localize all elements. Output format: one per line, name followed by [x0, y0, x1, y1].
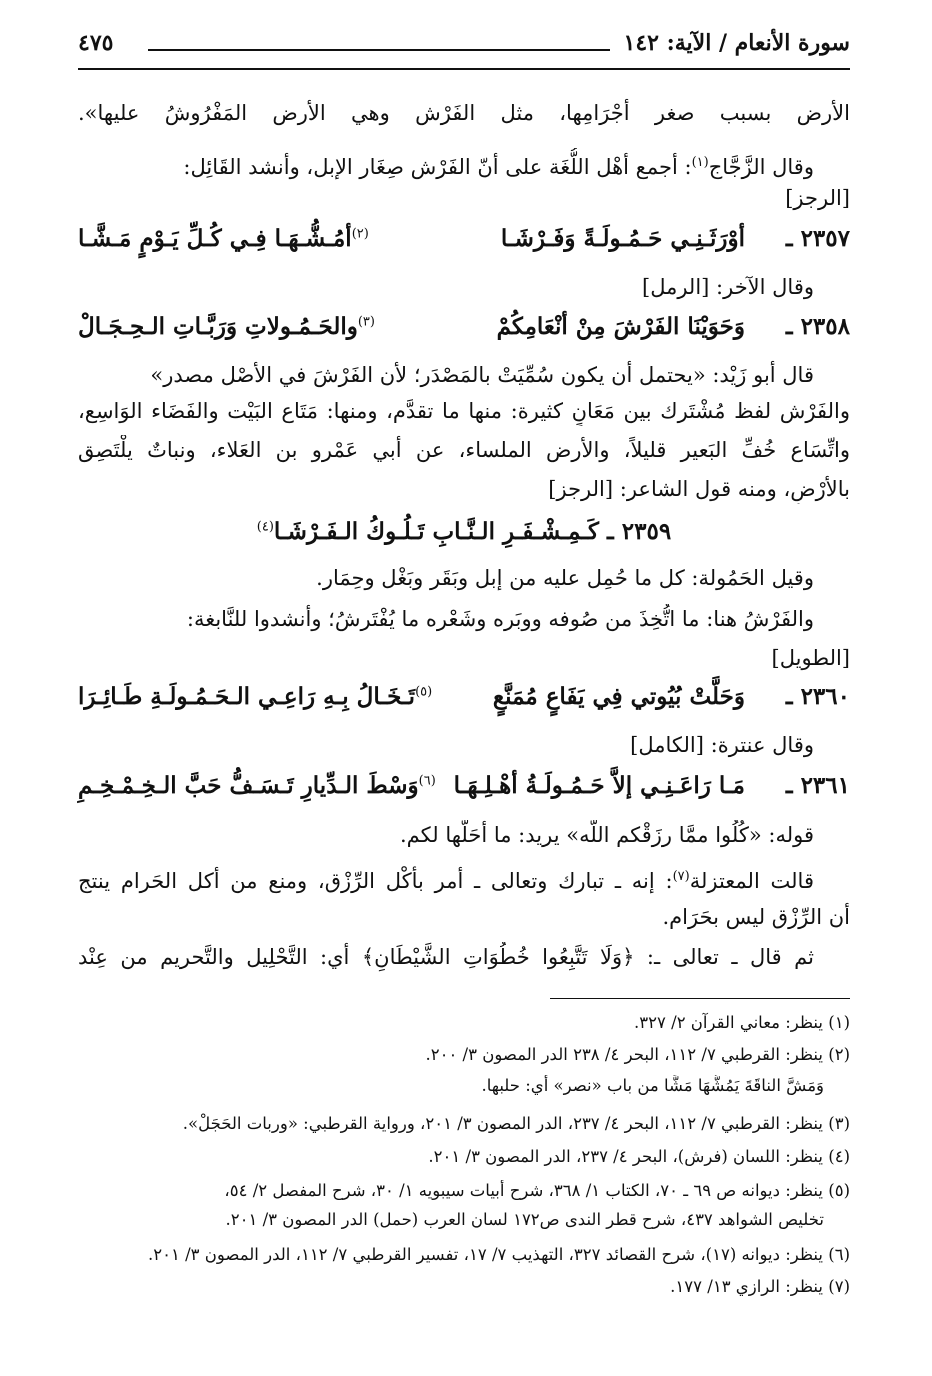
text-line: قال أبو زَيْد: «يحتمل أن يكون سُمِّيَتْ بالمَصْدَر؛ لأن الفَرْشَ في الأصْل مصدر»	[150, 363, 814, 387]
verse-number: ٢٣٦٠ ـ	[785, 683, 850, 710]
verse-hemistich-first: أوْرَثَـنِـي حَـمُـولَـةً وَفَـرْشَـا	[500, 225, 745, 252]
verse-hemistich-first: مَـا رَاعَـنِـي إلاَّ حَـمُـولَـةُ أهْـلِـهَـا	[453, 772, 745, 799]
page-number: ٤٧٥	[78, 30, 114, 56]
surah-title: سورة الأنعام / الآية: ١٤٢	[623, 30, 850, 56]
footnote: وَمَشَّ الناقَةَ يَمُشُّهَا مَشًّا من باب «نصر» أي: حلبها.	[481, 1076, 824, 1095]
verse-number: ٢٣٥٨ ـ	[785, 313, 850, 340]
footnote: (١) ينظر: معاني القرآن ٢/ ٣٢٧.	[634, 1013, 850, 1032]
meter-label: [الطويل]	[771, 646, 850, 670]
footnote-ref: (٧)	[672, 869, 690, 884]
header-dash-line	[148, 49, 610, 51]
text-line: والفَرْش لفظ مُشْتَرك بين مَعَانٍ كثيرة: منها ما تقدَّم، ومنها: مَتَاع البَيْت والفَضَاء الوَاسِع،	[78, 399, 850, 423]
verse-2361	[78, 772, 850, 806]
verse-number: ٢٣٦١ ـ	[785, 772, 850, 799]
footnote: (٧) ينظر: الرازي ١٣/ ١٧٧.	[670, 1277, 850, 1296]
verse-2358	[78, 313, 850, 347]
verse-number: ٢٣٥٩ ـ	[607, 518, 672, 545]
text-line: قوله: «كُلُوا ممَّا رزَقْكم اللَّه» يريد: ما أحَلَّها لكم.	[400, 823, 814, 847]
verse-hemistich-second: $^{(٢)}$أمُـشُّـهَـا فِـي كُـلِّ يَـوْمٍ مَـشَّـا	[78, 225, 369, 252]
text-line: بالأرْضِ، ومنه قول الشاعر: [الرجز]	[548, 477, 850, 501]
footnote: (٣) ينظر: القرطبي ٧/ ١١٢، البحر ٤/ ٢٣٧، الدر المصون ٣/ ٢٠١، ورواية القرطبي: «وربات الحَجَلْ».	[182, 1114, 850, 1133]
verse-hemistich-first: وَحَوَيْنَا الفَرْشَ مِنْ أنْعَامِكُمْ	[496, 313, 745, 340]
verse-2357	[78, 225, 850, 259]
footnote: (٤) ينظر: اللسان (فرش)، البحر ٤/ ٢٣٧، الدر المصون ٣/ ٢٠١.	[428, 1147, 850, 1166]
footnote-ref: (٦)	[418, 773, 436, 789]
text-line: وقال الآخر: [الرمل]	[642, 275, 814, 299]
text-line: وقال عنترة: [الكامل]	[630, 733, 814, 757]
footnote-ref: (١)	[691, 155, 709, 170]
footnote-ref: (٥)	[415, 684, 433, 700]
text-line: أن الرِّزْق ليس بحَرَام.	[662, 905, 850, 929]
verse-hemistich-first: وَحَلَّتْ بُيُوتي فِي يَفَاعٍ مُمَنَّعٍ	[492, 683, 745, 710]
footnote-ref: (٤)	[256, 519, 274, 535]
text-line: قالت المعتزلة$^{(٧)}$: إنه ـ تبارك وتعالى ـ أمر بأكْل الرِّزْق، ومنع من أكل الحَرام ينتج	[78, 869, 814, 893]
header-rule	[78, 68, 850, 70]
footnote-ref: (٣)	[357, 314, 375, 330]
text-line: واتِّسَاع خُفِّ البَعير قليلاً، والأرض الملساء، عن أبي عَمْرو بن العَلاء، ونباتٌ يلْتَصِق	[78, 438, 850, 462]
text-line: وقال الزَّجَّاج$^{(١)}$: أجمع أهْل اللُّغَة على أنّ الفَرْش صِغَار الإبل، وأنشد القَائِل:	[183, 155, 814, 179]
verse-2360	[78, 683, 850, 717]
text-line: ثم قال ـ تعالى ـ: ﴿وَلَا تَتَّبِعُوا خُطُوَاتِ الشَّيْطَانِ﴾ أي: التَّحْلِيل والتَّحريم من عِنْد	[78, 945, 814, 969]
verse-number: ٢٣٥٧ ـ	[785, 225, 850, 252]
footnote: (٦) ينظر: ديوانه (١٧)، شرح القصائد ٣٢٧، التهذيب ٧/ ١٧، تفسير القرطبي ٧/ ١١٢، الدر المصون ٣/ ٢٠١.	[148, 1245, 850, 1264]
footnote: (٥) ينظر: ديوانه ص ٦٩ ـ ٧٠، الكتاب ١/ ٣٦٨، شرح أبيات سيبويه ١/ ٣٠، شرح المفصل ٢/ ٥٤،	[224, 1181, 850, 1200]
verse-hemistich-first: كَـمِـشْـفَـرِ الـنَّـابِ تَـلُـوكُ الـفَـرْشَـا	[273, 518, 600, 545]
verse-hemistich-second: $^{(٥)}$تَـخَـالُ بِـهِ رَاعِـي الـحَـمُـولَـةِ طَـائِـرَا	[78, 683, 433, 710]
text-line: وقيل الحَمُولة: كل ما حُمِل عليه من إبل وبَقَر وبَغْل وحِمَار.	[316, 566, 814, 590]
meter-label: [الرجز]	[785, 186, 850, 210]
running-header	[78, 28, 850, 66]
verse-hemistich-second: $^{(٦)}$وَسْطَ الـدِّيارِ تَـسَـفُّ حَبَّ الـخِـمْـخِـمِ	[78, 772, 436, 799]
footnote-rule	[550, 998, 850, 999]
text-line: الأرض بسبب صغر أجْرَامِها، مثل الفَرْش وهي الأرض المَفْرُوشُ عليها».	[78, 101, 850, 125]
text-line: والفَرْشُ هنا: ما اتُّخِذَ من صُوفه ووبَره وشَعْره ما يُفْتَرشُ؛ وأنشدوا للنَّابغة:	[186, 607, 814, 631]
footnote: تخليص الشواهد ٤٣٧، شرح قطر الندى ص١٧٢ لسان العرب (حمل) الدر المصون ٣/ ٢٠١.	[225, 1210, 824, 1229]
footnote-ref: (٢)	[351, 226, 369, 242]
footnote: (٢) ينظر: القرطبي ٧/ ١١٢، البحر ٤/ ٢٣٨ الدر المصون ٣/ ٢٠٠.	[425, 1045, 850, 1064]
verse-2359	[78, 518, 850, 552]
verse-hemistich-second: $^{(٣)}$والحَـمُـولاتِ وَرَبَّـاتِ الـحِـجَـالْ	[78, 313, 375, 340]
